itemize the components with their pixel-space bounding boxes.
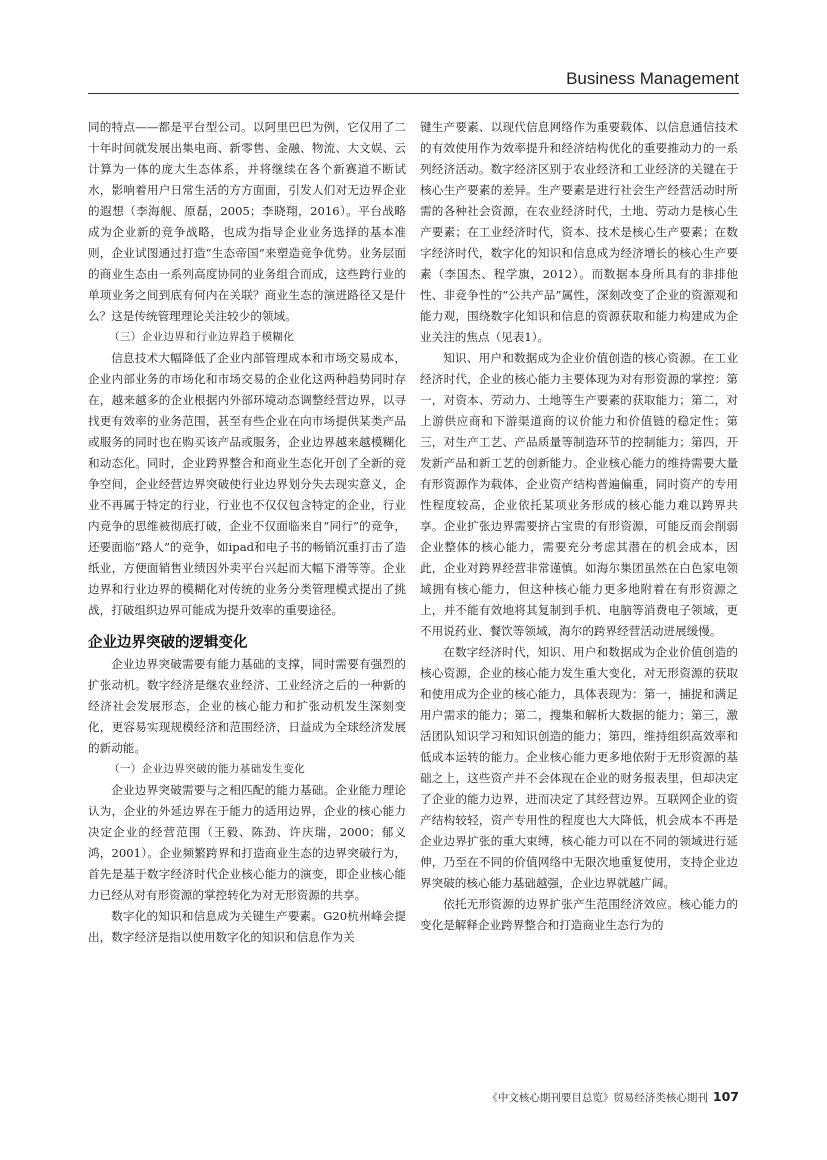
paragraph: 依托无形资源的边界扩张产生范围经济效应。核心能力的变化是解释企业跨界整合和打造商业生态行为的 <box>420 897 738 932</box>
paragraph: 键生产要素、以现代信息网络作为重要载体、以信息通信技术的有效使用作为效率提升和经济结构优化的重要推动力的一系列经济活动。数字经济区别于农业经济和工业经济的关键在于核心生产要素的差异。生产要素是进行社会生产经营活动时所需的各种社会资源，在农业经济时代，土地、劳动力是核心生产要素；在工业经济时代，资本、技术是核心生产要素；在数字经济时代，数字化的知识和信息成为经济增长的核心生产要素（李国杰、程学旗，2012）。而数据本身所具有的非排他性、非竞争性的“公共产品”属性，深刻改变了企业的资源观和能力观，围绕数字化知识和信息的资源获取和能力构建成为企业关注的焦点（见表1）。 <box>420 120 738 344</box>
paragraph: 信息技术大幅降低了企业内部管理成本和市场交易成本，企业内部业务的市场化和市场交易的企业化这两种趋势同时存在，越来越多的企业根据内外部环境动态调整经营边界，以寻找更有效率的业务范围，甚至有些企业在向市场提供某类产品或服务的同时也在购买该产品或服务，企业边界越来越模糊化和动态化。同时，企业跨界整合和商业生态化开创了全新的竞争空间，企业经营边界突破使行业边界划分失去现实意义，企业不再属于特定的行业，行业也不仅仅包含特定的企业，行业内竞争的思维被彻底打破，企业不仅面临来自“同行”的竞争，还要面临“路人”的竞争，如ipad和电子书的畅销沉重打击了造纸业，方便面销售业绩因外卖平台兴起而大幅下滑等等。企业边界和行业边界的模糊化对传统的业务分类管理模式提出了挑战，打破组织边界可能成为提升效率的重要途径。 <box>88 351 406 617</box>
right-column <box>420 117 738 936</box>
subsection-heading: （一）企业边界突破的能力基础发生变化 <box>109 763 306 775</box>
paragraph: 企业边界突破需要与之相匹配的能力基础。企业能力理论认为，企业的外延边界在于能力的适用边界，企业的核心能力决定企业的经营范围（王毅、陈劲、许庆瑞，2000；郁义鸿，2001）。企业频繁跨界和打造商业生态的边界突破行为，首先是基于数字经济时代企业核心能力的演变，即企业核心能力已经从对有形资源的掌控转化为对无形资源的共享。 <box>88 783 406 902</box>
paragraph: 数字化的知识和信息成为关键生产要素。G20杭州峰会提出，数字经济是指以使用数字化的知识和信息作为关 <box>88 909 406 944</box>
footer-journal: 《中文核心期刊要目总览》贸易经济类核心期刊 <box>487 1092 708 1104</box>
paragraph: 在数字经济时代，知识、用户和数据成为企业价值创造的核心资源，企业的核心能力发生重大变化，对无形资源的获取和使用成为企业的核心能力，具体表现为：第一，捕捉和满足用户需求的能力；第二，搜集和解析大数据的能力；第三，激活团队知识学习和知识创造的能力；第四，维持组织高效率和低成本运转的能力。企业核心能力更多地依附于无形资源的基础之上，这些资产并不会体现在企业的财务报表里，但却决定了企业的能力边界，进而决定了其经营边界。互联网企业的资产结构较轻，资产专用性的程度也大大降低，机会成本不再是企业边界扩张的重大束缚，核心能力可以在不同的领域进行延伸，乃至在不同的价值网络中无限次地重复使用，支持企业边界突破的核心能力基础越强，企业边界就越广阔。 <box>420 645 738 890</box>
paragraph: 企业边界突破需要有能力基础的支撑，同时需要有强烈的扩张动机。数字经济是继农业经济、工业经济之后的一种新的经济社会发展形态，企业的核心能力和扩张动机发生深刻变化，更容易实现规模经济和范围经济，日益成为全球经济发展的新动能。 <box>88 657 406 755</box>
running-header-title: Business Management <box>566 69 739 88</box>
paragraph: 知识、用户和数据成为企业价值创造的核心资源。在工业经济时代，企业的核心能力主要体现为对有形资源的掌控：第一，对资本、劳动力、土地等生产要素的获取能力；第二，对上游供应商和下游渠道商的议价能力和价值链的稳定性；第三，对生产工艺、产品质量等制造环节的控制能力；第四，开发新产品和新工艺的创新能力。企业核心能力的维持需要大量有形资源作为载体，企业资产结构普遍偏重，同时资产的专用性程度较高，企业依托某项业务形成的核心能力难以跨界共享。企业扩张边界需要挤占宝贵的有形资源，可能反而会削弱企业整体的核心能力，需要充分考虑其潜在的机会成本，因此，企业对跨界经营非常谨慎。如海尔集团虽然在白色家电领域拥有核心能力，但这种核心能力更多地附着在有形资源之上，并不能有效地将其复制到手机、电脑等消费电子领域，更不用说药业、餐饮等领域，海尔的跨界经营活动进展缓慢。 <box>420 351 738 638</box>
page-number: 107 <box>712 1089 739 1104</box>
section-heading: 企业边界突破的逻辑变化 <box>88 635 248 651</box>
subsection-heading: （三）企业边界和行业边界趋于模糊化 <box>109 331 295 343</box>
left-column <box>88 117 406 948</box>
paragraph: 同的特点——都是平台型公司。以阿里巴巴为例，它仅用了二十年时间就发展出集电商、新零售、金融、物流、大文娱、云计算为一体的庞大生态体系，并将继续在各个新赛道不断试水，影响着用户日常生活的方方面面，引发人们对无边界企业的遐想（李海舰、原磊，2005；李晓翔，2016）。平台战略成为企业新的竞争战略，也成为指导企业业务选择的基本准则，企业试图通过打造“生态帝国”来塑造竞争优势。业务层面的商业生态由一系列高度协同的业务组合而成，这些跨行业的单项业务之间到底有何内在关联？商业生态的演进路径又是什么？这是传统管理理论关注较少的领域。 <box>88 120 406 323</box>
header-rule <box>88 93 739 94</box>
page-footer <box>487 1089 739 1105</box>
